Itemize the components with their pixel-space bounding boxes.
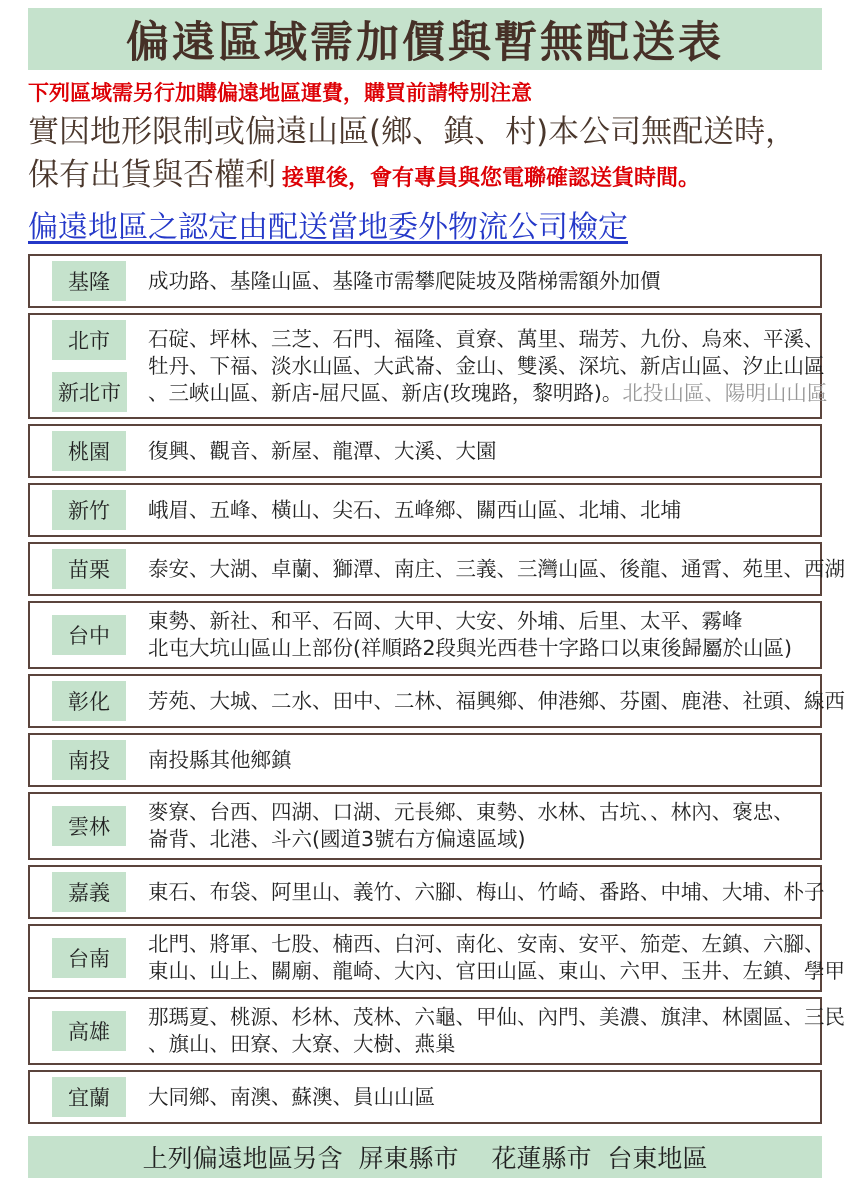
table-row	[28, 483, 822, 537]
table-row	[28, 424, 822, 478]
region-label: 新北市	[52, 372, 127, 412]
region-areas-line	[148, 826, 812, 853]
table-row	[28, 924, 845, 992]
region-areas-text: 、旗山、田寮、大寮、大樹、燕巢	[148, 1032, 456, 1056]
table-row	[28, 674, 845, 728]
region-areas-line	[148, 497, 812, 524]
table-row	[28, 792, 822, 860]
footer-text: 上列偏遠地區另含 屏東縣市 花蓮縣市 台東地區	[142, 1144, 708, 1173]
region-areas	[142, 438, 812, 465]
region-areas-text: 東石、布袋、阿里山、義竹、六腳、梅山、竹崎、番路、中埔、大埔、朴子	[148, 879, 825, 904]
region-areas-text: 成功路、基隆山區、基隆市需攀爬陡坡及階梯需額外加價	[148, 268, 661, 293]
region-label-column	[38, 431, 142, 471]
notice-line-2	[28, 154, 822, 200]
notice-paragraph	[28, 111, 822, 200]
region-label: 北市	[52, 320, 126, 360]
title-banner	[28, 8, 822, 70]
region-areas-line	[148, 799, 812, 826]
region-areas-line	[148, 1004, 845, 1031]
region-label: 彰化	[52, 681, 126, 721]
region-areas-text: 麥寮、台西、四湖、口湖、元長鄉、東勢、水林、古坑、、林內、褒忠、	[148, 800, 794, 824]
table-row	[28, 313, 828, 419]
blue-note: 偏遠地區之認定由配送當地委外物流公司檢定	[28, 210, 628, 245]
region-areas-line	[148, 608, 812, 635]
region-label: 高雄	[52, 1011, 126, 1051]
page-title: 偏遠區域需加價與暫無配送表	[126, 17, 724, 68]
region-areas	[142, 608, 812, 662]
notice-line-2-main: 保有出貨與否權利	[28, 157, 276, 193]
region-areas-text: 北門、將軍、七股、楠西、白河、南化、安南、安平、笳萣、左鎮、六腳、	[148, 932, 825, 956]
region-label: 新竹	[52, 490, 126, 530]
warning-text: 下列區域需另行加購偏遠地區運費，購買前請特別注意	[28, 80, 532, 105]
region-label: 南投	[52, 740, 126, 780]
region-areas-text: 復興、觀音、新屋、龍潭、大溪、大園	[148, 438, 497, 463]
region-areas-line	[148, 958, 845, 985]
table-row	[28, 254, 822, 308]
region-areas	[142, 799, 812, 853]
region-areas-line	[148, 353, 827, 380]
region-areas-text: 南投縣其他鄉鎮	[148, 747, 292, 772]
region-areas-gray-text: 北投山區、陽明山山區	[622, 380, 828, 405]
region-areas-line	[148, 747, 812, 774]
region-label-column	[38, 681, 142, 721]
region-areas-line	[148, 556, 845, 583]
region-label: 基隆	[52, 261, 126, 301]
region-label-column	[38, 1011, 142, 1051]
region-areas-line	[148, 268, 812, 295]
region-areas-text: 石碇、坪林、三芝、石門、福隆、貢寮、萬里、瑞芳、九份、烏來、平溪、	[148, 326, 825, 351]
region-areas-text: 泰安、大湖、卓蘭、獅潭、南庄、三義、三灣山區、後龍、通霄、苑里、西湖	[148, 556, 845, 581]
region-areas	[142, 1084, 812, 1111]
region-label: 桃園	[52, 431, 126, 471]
region-areas-text: 東勢、新社、和平、石岡、大甲、大安、外埔、后里、太平、霧峰	[148, 609, 743, 633]
region-areas-text: 芳苑、大城、二水、田中、二林、福興鄉、伸港鄉、芬園、鹿港、社頭、線西	[148, 688, 845, 713]
region-label: 嘉義	[52, 872, 126, 912]
region-label-column	[38, 490, 142, 530]
table-row	[28, 1070, 822, 1124]
region-areas	[142, 497, 812, 524]
footer-banner	[28, 1136, 822, 1178]
region-areas-line	[148, 1084, 812, 1111]
region-areas-line	[148, 688, 845, 715]
table-row	[28, 601, 822, 669]
region-areas-line	[148, 1031, 845, 1058]
table-row	[28, 542, 845, 596]
region-label: 台中	[52, 615, 126, 655]
region-areas	[142, 879, 825, 906]
region-areas-line	[148, 635, 812, 662]
region-areas	[142, 326, 827, 407]
region-areas-line	[148, 879, 825, 906]
region-label-column	[38, 615, 142, 655]
region-label-column	[38, 806, 142, 846]
region-label-column	[38, 261, 142, 301]
region-label-column	[38, 549, 142, 589]
region-areas	[142, 268, 812, 295]
table-row	[28, 733, 822, 787]
region-areas-text: 那瑪夏、桃源、杉林、茂林、六龜、甲仙、內門、美濃、旗津、林園區、三民	[148, 1005, 845, 1029]
region-label: 宜蘭	[52, 1077, 126, 1117]
region-areas-line	[148, 931, 845, 958]
region-label-column	[38, 740, 142, 780]
region-areas-line	[148, 326, 827, 353]
region-areas-text: 牡丹、下福、淡水山區、大武崙、金山、雙溪、深坑、新店山區、汐止山區	[148, 353, 825, 378]
region-label-column	[38, 1077, 142, 1117]
region-areas	[142, 556, 845, 583]
region-areas	[142, 747, 812, 774]
region-areas-line	[148, 438, 812, 465]
region-table	[28, 254, 845, 1124]
region-areas-text: 崙背、北港、斗六(國道3號右方偏遠區域)	[148, 827, 526, 851]
notice-line-2-red: 接單後，會有專員與您電聯確認送貨時間。	[282, 165, 701, 191]
region-areas-text: 、三峽山區、新店-屈尺區、新店(玫瑰路，黎明路)。	[148, 380, 623, 405]
region-areas	[142, 1004, 845, 1058]
region-areas-text: 峨眉、五峰、橫山、尖石、五峰鄉、關西山區、北埔、北埔	[148, 497, 681, 522]
region-label-column	[38, 938, 142, 978]
notice-line-1: 實因地形限制或偏遠山區(鄉、鎮、村)本公司無配送時，	[28, 114, 797, 150]
region-areas	[142, 688, 845, 715]
region-label-column	[38, 320, 142, 412]
region-areas-text: 北屯大坑山區山上部份(祥順路2段與光西巷十字路口以東後歸屬於山區)	[148, 636, 793, 660]
region-areas	[142, 931, 845, 985]
region-label: 雲林	[52, 806, 126, 846]
table-row	[28, 997, 845, 1065]
region-label-column	[38, 872, 142, 912]
table-row	[28, 865, 825, 919]
region-areas-line	[148, 380, 827, 407]
region-areas-text: 大同鄉、南澳、蘇澳、員山山區	[148, 1084, 435, 1109]
region-areas-text: 東山、山上、關廟、龍崎、大內、官田山區、東山、六甲、玉井、左鎮、學甲	[148, 959, 845, 983]
region-label: 台南	[52, 938, 126, 978]
region-label: 苗栗	[52, 549, 126, 589]
